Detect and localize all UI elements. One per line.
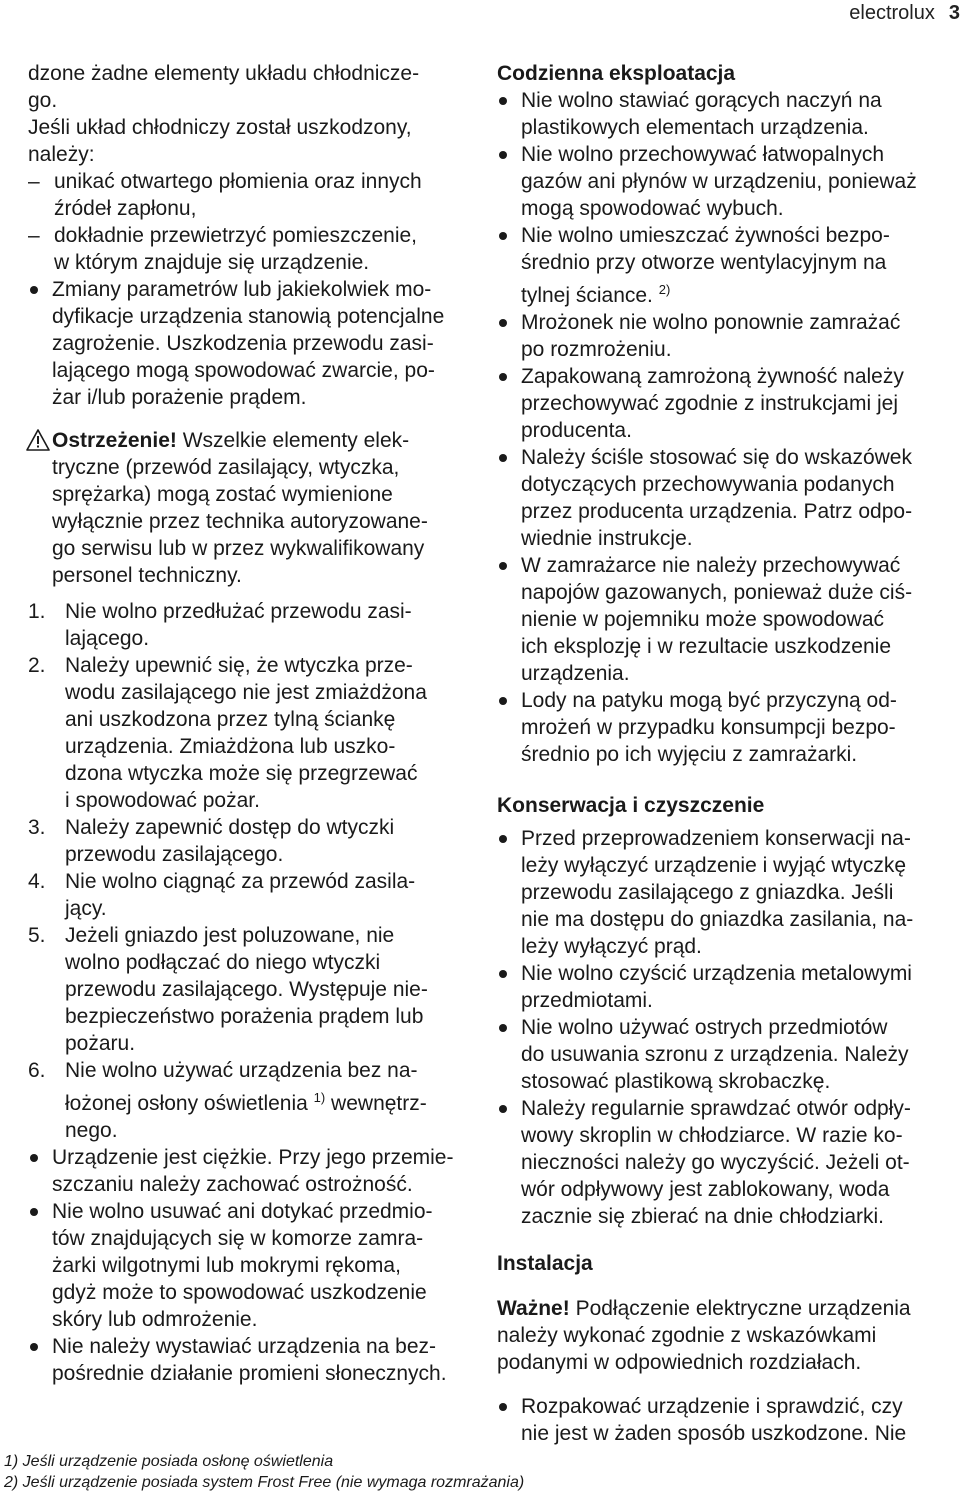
bullet-item: W zamrażarce nie należy przechowywać napojów gazowanych, ponieważ duże ciś- nienie w pojemniku może spowodować ich eksplozję i w rezultacie uszkodzenie urządzenia.: [497, 552, 959, 687]
bullet-item: Zapakowaną zamrożoną żywność należy przechowywać zgodnie z instrukcjami jej producenta.: [497, 363, 959, 444]
bullet-item: Nie wolno usuwać ani dotykać przedmio- tów znajdujących się w komorze zamra- żarki wilgotnymi lub mokrymi rękoma, gdyż może to spowodować uszkodzenie skóry lub odmrożenie.: [28, 1198, 473, 1333]
footnote-1: 1) Jeśli urządzenie posiada osłonę oświetlenia: [4, 1453, 334, 1470]
brand-name: electrolux: [849, 2, 935, 24]
bullet-item: Nie wolno stawiać gorących naczyń na plastikowych elementach urządzenia.: [497, 87, 959, 141]
bullet-item: Urządzenie jest ciężkie. Przy jego przemie- szczaniu należy zachować ostrożność.: [28, 1144, 473, 1198]
page-header: [849, 2, 960, 25]
warning-triangle-icon: [26, 429, 50, 451]
right-column: [497, 60, 959, 1447]
left-column: [28, 60, 473, 1387]
bullet-item: Rozpakować urządzenie i sprawdzić, czy nie jest w żaden sposób uszkodzone. Nie: [497, 1393, 959, 1447]
numbered-item: 3. Należy zapewnić dostęp do wtyczki przewodu zasilającego.: [28, 816, 395, 866]
numbered-list: [28, 598, 473, 1144]
intro-paragraph: dzone żadne elementy układu chłodnicze- go.: [28, 62, 420, 112]
bullet-item: Nie wolno przechowywać łatwopalnych gazów ani płynów w urządzeniu, ponieważ mogą spowodować wybuch.: [497, 141, 959, 222]
page-number: 3: [948, 2, 960, 24]
section-heading-installation: Instalacja: [497, 1252, 593, 1275]
bullet-item: Nie wolno używać ostrych przedmiotów do usuwania szronu z urządzenia. Należy stosować plastikową skrobaczkę.: [497, 1014, 959, 1095]
dash-item: – unikać otwartego płomienia oraz innych źródeł zapłonu,: [28, 168, 473, 222]
bullet-item: Mrożonek nie wolno ponownie zamrażać po rozmrożeniu.: [497, 309, 959, 363]
damage-paragraph: Jeśli układ chłodniczy został uszkodzony, należy:: [28, 116, 412, 166]
bullet-item: Nie należy wystawiać urządzenia na bez- pośrednie działanie promieni słonecznych.: [28, 1333, 473, 1387]
warning-keyword: Ostrzeżenie!: [52, 429, 177, 452]
warning-paragraph: Ostrzeżenie! Wszelkie elementy elek- tryczne (przewód zasilający, wtyczka, sprężarka) mogą zostać wymienione wyłącznie przez technika autoryzowane- go serwisu lub w przez wykwalifikowany personel techniczny.: [28, 427, 473, 589]
section-heading-daily-use: Codzienna eksploatacja: [497, 62, 736, 85]
bullet-item: Nie wolno czyścić urządzenia metalowymi przedmiotami.: [497, 960, 959, 1014]
bullet-item: Zmiany parametrów lub jakiekolwiek mo- dyfikacje urządzenia stanowią potencjalne zagrożenie. Uszkodzenia przewodu zasi- lającego mogą spowodować zwarcie, po- żar i/lub porażenie prądem.: [28, 276, 473, 411]
numbered-item: 2. Należy upewnić się, że wtyczka prze- wodu zasilającego nie jest zmiażdżona ani uszkodzona przez tylną ściankę urządzenia. Zmiażdżona lub uszko- dzona wtyczka może się przegrzewać i spowodować pożar.: [28, 654, 427, 812]
dash-item: – dokładnie przewietrzyć pomieszczenie, w którym znajduje się urządzenie.: [28, 222, 473, 276]
important-keyword: Ważne!: [497, 1297, 570, 1320]
section-heading-maintenance: Konserwacja i czyszczenie: [497, 794, 765, 817]
bullet-item: Należy ściśle stosować się do wskazówek dotyczących przechowywania podanych przez producenta urządzenia. Patrz odpo- wiednie instrukcje.: [497, 444, 959, 552]
numbered-item: 1. Nie wolno przedłużać przewodu zasi- lającego.: [28, 600, 412, 650]
numbered-item: 6. Nie wolno używać urządzenia bez na- łożonej osłony oświetlenia $^{1)}$ wewnętrz- nego.: [28, 1059, 427, 1142]
numbered-item: 4. Nie wolno ciągnąć za przewód zasila- jący.: [28, 870, 416, 920]
footnote-ref: 2): [658, 282, 671, 297]
footnote-2: 2) Jeśli urządzenie posiada system Frost Free (nie wymaga rozmrażania): [4, 1474, 525, 1491]
bullet-item: Należy regularnie sprawdzać otwór odpły- wowy skroplin w chłodziarce. W razie ko- nieczności należy go wyczyścić. Jeżeli ot- wór odpływowy jest zablokowany, woda zacznie się zbierać na dnie chłodziarki.: [497, 1095, 959, 1230]
numbered-item: 5. Jeżeli gniazdo jest poluzowane, nie wolno podłączać do niego wtyczki przewodu zasilającego. Występuje nie- bezpieczeństwo porażenia prądem lub pożaru.: [28, 924, 428, 1055]
important-paragraph: Ważne! Podłączenie elektryczne urządzenia należy wykonać zgodnie z wskazówkami podanymi w odpowiednich rozdziałach.: [497, 1297, 911, 1374]
bullet-item: Nie wolno umieszczać żywności bezpo- średnio przy otworze wentylacyjnym na tylnej ściance. $^{2)}$: [497, 222, 959, 309]
footnote-ref: 1): [313, 1090, 326, 1105]
bullet-item: Przed przeprowadzeniem konserwacji na- leży wyłączyć urządzenie i wyjąć wtyczkę przewodu zasilającego z gniazdka. Jeśli nie ma dostępu do gniazdka zasilania, na- leży wyłączyć prąd.: [497, 825, 959, 960]
footnotes: [4, 1451, 804, 1493]
bullet-item: Lody na patyku mogą być przyczyną od- mrożeń w przypadku konsumpcji bezpo- średnio po ich wyjęciu z zamrażarki.: [497, 687, 959, 768]
